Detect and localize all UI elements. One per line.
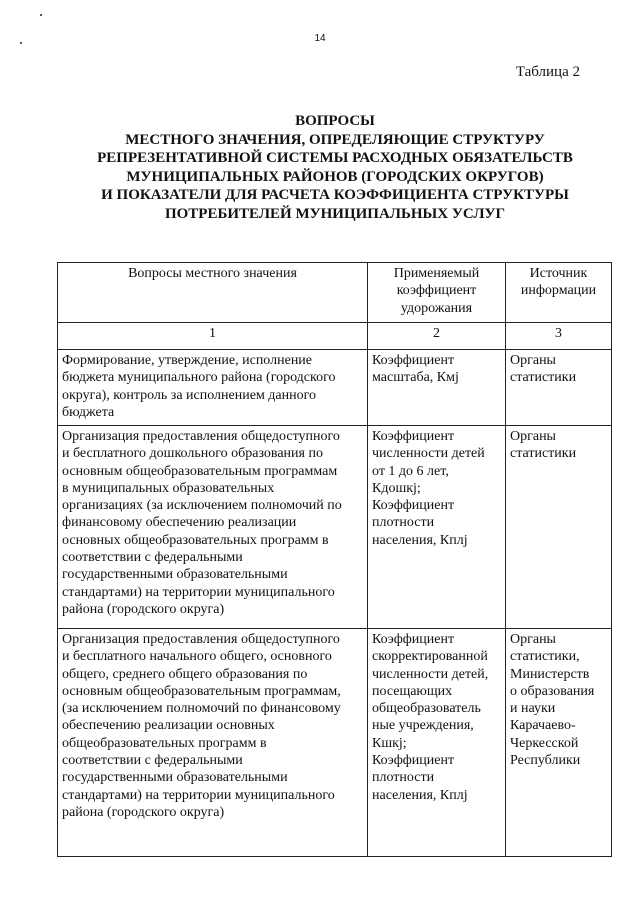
header-issues: Вопросы местного значения — [58, 263, 368, 323]
title-line: МЕСТНОГО ЗНАЧЕНИЯ, ОПРЕДЕЛЯЮЩИЕ СТРУКТУРУ — [125, 131, 545, 148]
table-header-row — [58, 263, 612, 323]
table-row — [58, 350, 612, 426]
column-number: 1 — [58, 323, 368, 350]
document-title — [60, 112, 610, 224]
column-number: 2 — [368, 323, 506, 350]
column-number: 3 — [506, 323, 612, 350]
page-number: 14 — [314, 33, 326, 44]
header-coefficient: Применяемый коэффициент удорожания — [368, 263, 506, 323]
title-line: МУНИЦИПАЛЬНЫХ РАЙОНОВ (ГОРОДСКИХ ОКРУГОВ) — [126, 168, 544, 185]
title-line: И ПОКАЗАТЕЛИ ДЛЯ РАСЧЕТА КОЭФФИЦИЕНТА СТРУКТУРЫ — [101, 187, 569, 204]
issue-cell: Формирование, утверждение, исполнение бюджета муниципального района (городского округа), контроль за исполнением данного бюджета — [58, 350, 368, 426]
issue-cell: Организация предоставления общедоступного и бесплатного дошкольного образования по основным общеобразовательным программам в муниципальных образовательных организациях (за исключением полномочий по финансовому обеспечению реализации основных общеобразовательных программ в соответствии с федеральными государственными образовательными стандартами) на территории муниципального района (городского округа) — [58, 426, 368, 629]
coefficient-cell: Коэффициент численности детей от 1 до 6 лет, Кдошкj; Коэффициент плотности населения, Кплj — [368, 426, 506, 629]
source-cell: Органы статистики — [506, 426, 612, 629]
coefficient-cell: Коэффициент масштаба, Кмj — [368, 350, 506, 426]
title-line: ПОТРЕБИТЕЛЕЙ МУНИЦИПАЛЬНЫХ УСЛУГ — [164, 205, 506, 222]
column-number-row — [58, 323, 612, 350]
source-cell: Органы статистики — [506, 350, 612, 426]
table-row — [58, 426, 612, 629]
scan-speck — [40, 14, 42, 16]
source-cell: Органы статистики, Министерств о образования и науки Карачаево- Черкесской Республики — [506, 629, 612, 857]
title-line: РЕПРЕЗЕНТАТИВНОЙ СИСТЕМЫ РАСХОДНЫХ ОБЯЗАТЕЛЬСТВ — [97, 150, 573, 167]
title-line: ВОПРОСЫ — [295, 113, 375, 129]
local-issues-table — [57, 262, 612, 857]
issue-cell: Организация предоставления общедоступного и бесплатного начального общего, основного общего, среднего общего образования по основным общеобразовательным программам, (за исключением полномочий по финансовому обеспечению реализации основных общеобразовательных программ в соответствии с федеральными государственными образовательными стандартами) на территории муниципального района (городского округа) — [58, 629, 368, 857]
header-source: Источник информации — [506, 263, 612, 323]
table-row — [58, 629, 612, 857]
table-label: Таблица 2 — [515, 64, 580, 80]
coefficient-cell: Коэффициент скорректированной численности детей, посещающих общеобразователь ные учреждения, Кшкj; Коэффициент плотности населения, Кплj — [368, 629, 506, 857]
